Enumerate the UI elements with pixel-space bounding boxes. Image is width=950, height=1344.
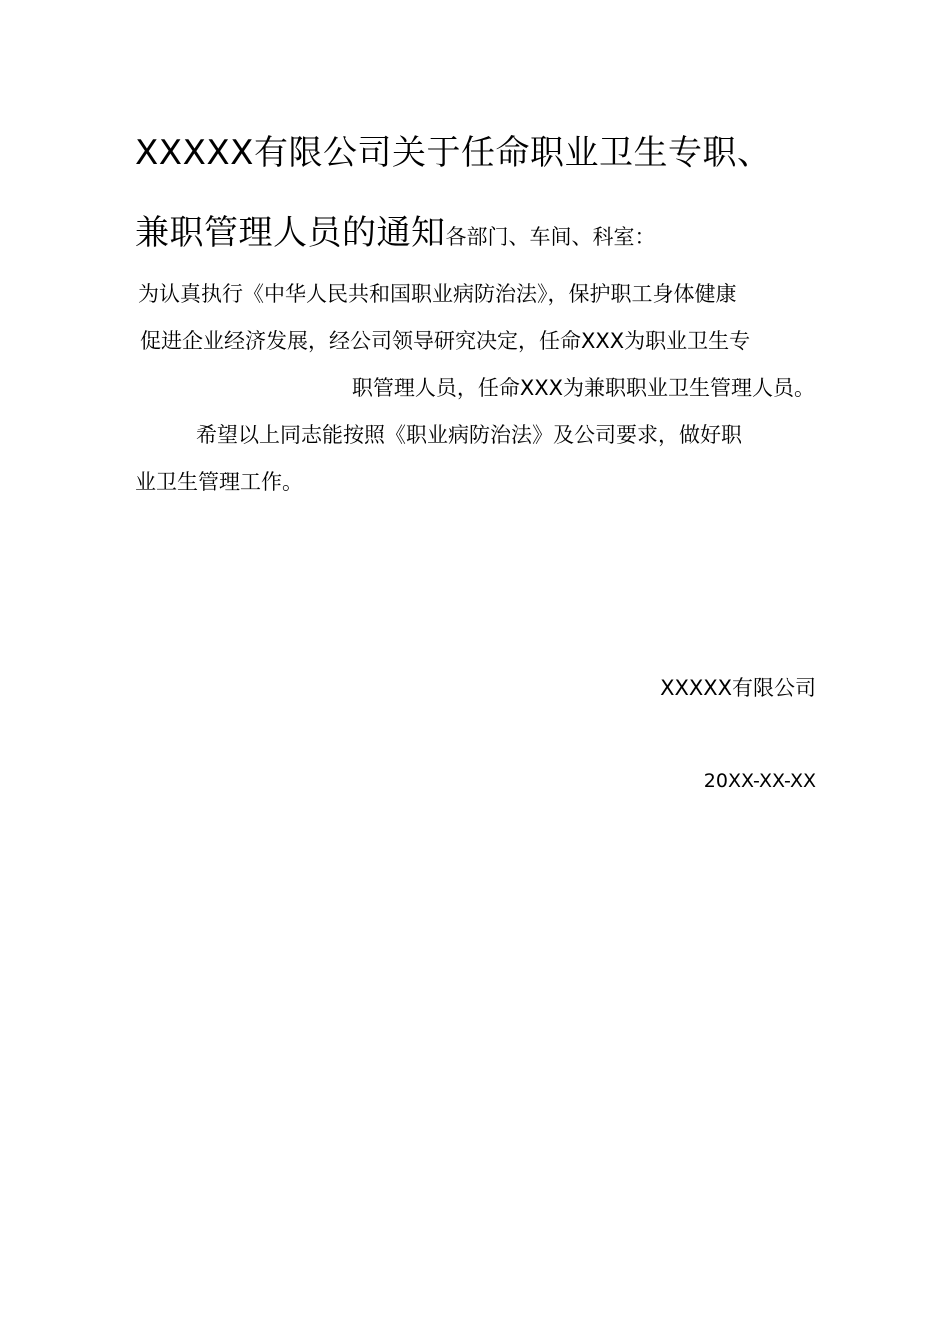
document-title-line-1: XXXXX有限公司关于任命职业卫生专职、	[135, 133, 772, 173]
paragraph-1-line-1: 为认真执行《中华人民共和国职业病防治法》，保护职工身体健康	[138, 282, 737, 306]
paragraph-2-line-1: 希望以上同志能按照《职业病防治法》及公司要求，做好职	[196, 423, 742, 447]
document-title-line-2-row	[135, 213, 656, 253]
document-title-line-2: 兼职管理人员的通知	[135, 213, 446, 253]
paragraph-2-line-2: 业卫生管理工作。	[135, 470, 303, 494]
salutation: 各部门、车间、科室：	[445, 225, 656, 249]
signature-company: XXXXX有限公司	[660, 676, 816, 700]
paragraph-1-line-2: 促进企业经济发展，经公司领导研究决定，任命XXX为职业卫生专	[140, 329, 751, 353]
signature-date: 20XX-XX-XX	[703, 770, 816, 792]
paragraph-1-line-3: 职管理人员，任命XXX为兼职职业卫生管理人员。	[351, 376, 815, 400]
